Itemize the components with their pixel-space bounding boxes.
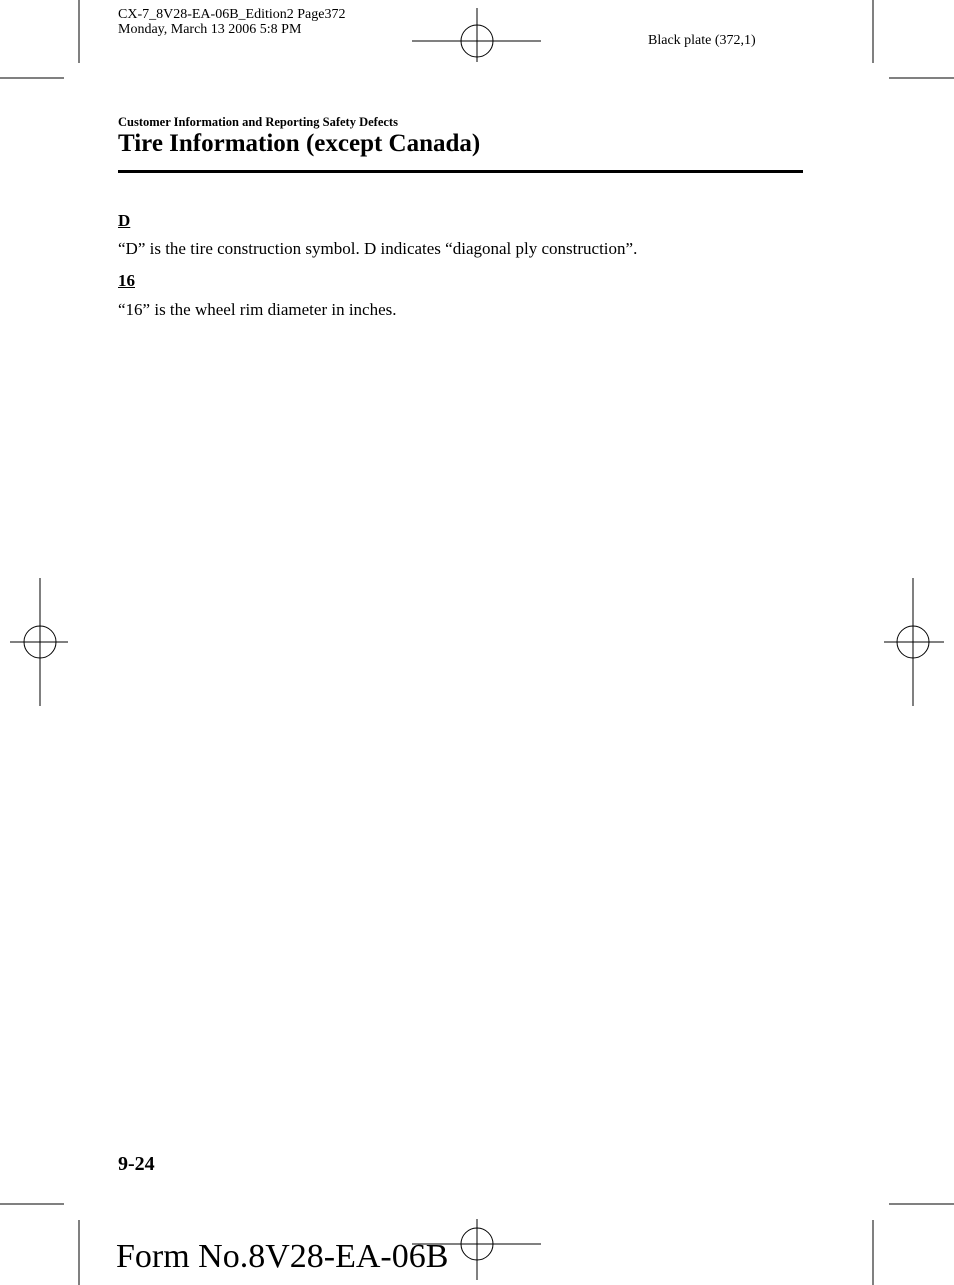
form-number: Form No.8V28-EA-06B [116,1238,449,1275]
term-16-description: “16” is the wheel rim diameter in inches. [118,300,397,319]
term-d: D [118,211,131,230]
plate-info: Black plate (372,1) [648,33,756,48]
print-info-line1: CX-7_8V28-EA-06B_Edition2 Page372 [118,7,346,22]
term-d-description: “D” is the tire construction symbol. D indicates “diagonal ply construction”. [118,239,638,258]
page-title: Tire Information (except Canada) [118,130,481,157]
title-divider [118,170,803,173]
print-info [118,7,345,37]
page-number: 9-24 [118,1153,155,1175]
section-label: Customer Information and Reporting Safety Defects [118,115,398,129]
print-info-line2: Monday, March 13 2006 5:8 PM [118,22,302,37]
term-16: 16 [118,271,135,290]
